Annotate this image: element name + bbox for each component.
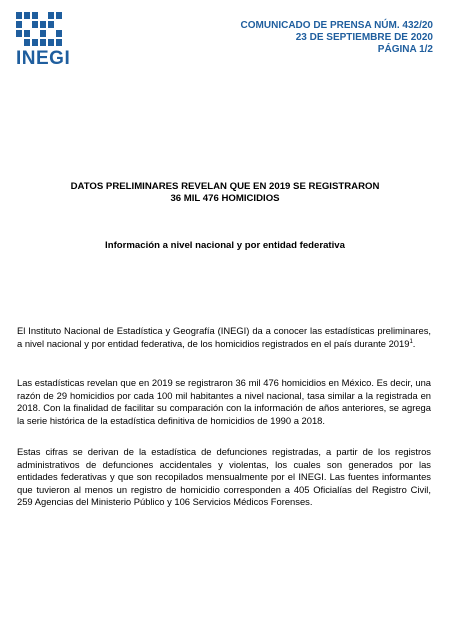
paragraph-2: Las estadísticas revelan que en 2019 se registraron 36 mil 476 homicidios en México. Es decir, una razón de 29 homicidios por cada 100 mil habitantes a nivel nacional, tasa similar a la registrada en 2018. Con la finalidad de facilitar su comparación con la información de años anteriores, se agrega la serie histórica de la estadística definitiva de homicidios de 1990 a 2018.	[17, 377, 431, 426]
paragraph-1-text: El Instituto Nacional de Estadística y Geografía (INEGI) da a conocer las estadísticas preliminares, a nivel nacional y por entidad federativa, de los homicidios registrados en el país durante 2019	[17, 325, 431, 349]
press-release-date: 23 DE SEPTIEMBRE DE 2020	[295, 32, 433, 43]
page-indicator: PÁGINA 1/2	[377, 44, 433, 55]
headline-line-1: DATOS PRELIMINARES REVELAN QUE EN 2019 SE REGISTRARON	[70, 181, 380, 192]
paragraph-1-end: .	[412, 337, 416, 349]
headline-line-2: 36 MIL 476 HOMICIDIOS	[170, 193, 280, 204]
headline	[0, 181, 450, 205]
logo-dot-grid-icon	[16, 12, 64, 48]
inegi-logo	[16, 12, 78, 68]
press-release-number: COMUNICADO DE PRENSA NÚM. 432/20	[240, 20, 433, 31]
paragraph-3: Estas cifras se derivan de la estadística de defunciones registradas, a partir de los registros administrativos de defunciones accidentales y violentas, los cuales son generados por las entidades federativas y que son recopilados mensualmente por el INEGI. Las fuentes informantes que tuvieron al menos un registro de homicidio corresponden a 405 Oficialías del Registro Civil, 259 Agencias del Ministerio Público y 106 Servicios Médicos Forenses.	[17, 446, 431, 508]
logo-wordmark: INEGI	[16, 48, 71, 69]
subheadline: Información a nivel nacional y por entidad federativa	[105, 240, 345, 251]
press-release-header	[241, 20, 433, 56]
paragraph-1	[17, 325, 431, 350]
footnote-marker[interactable]: 1	[409, 338, 413, 345]
